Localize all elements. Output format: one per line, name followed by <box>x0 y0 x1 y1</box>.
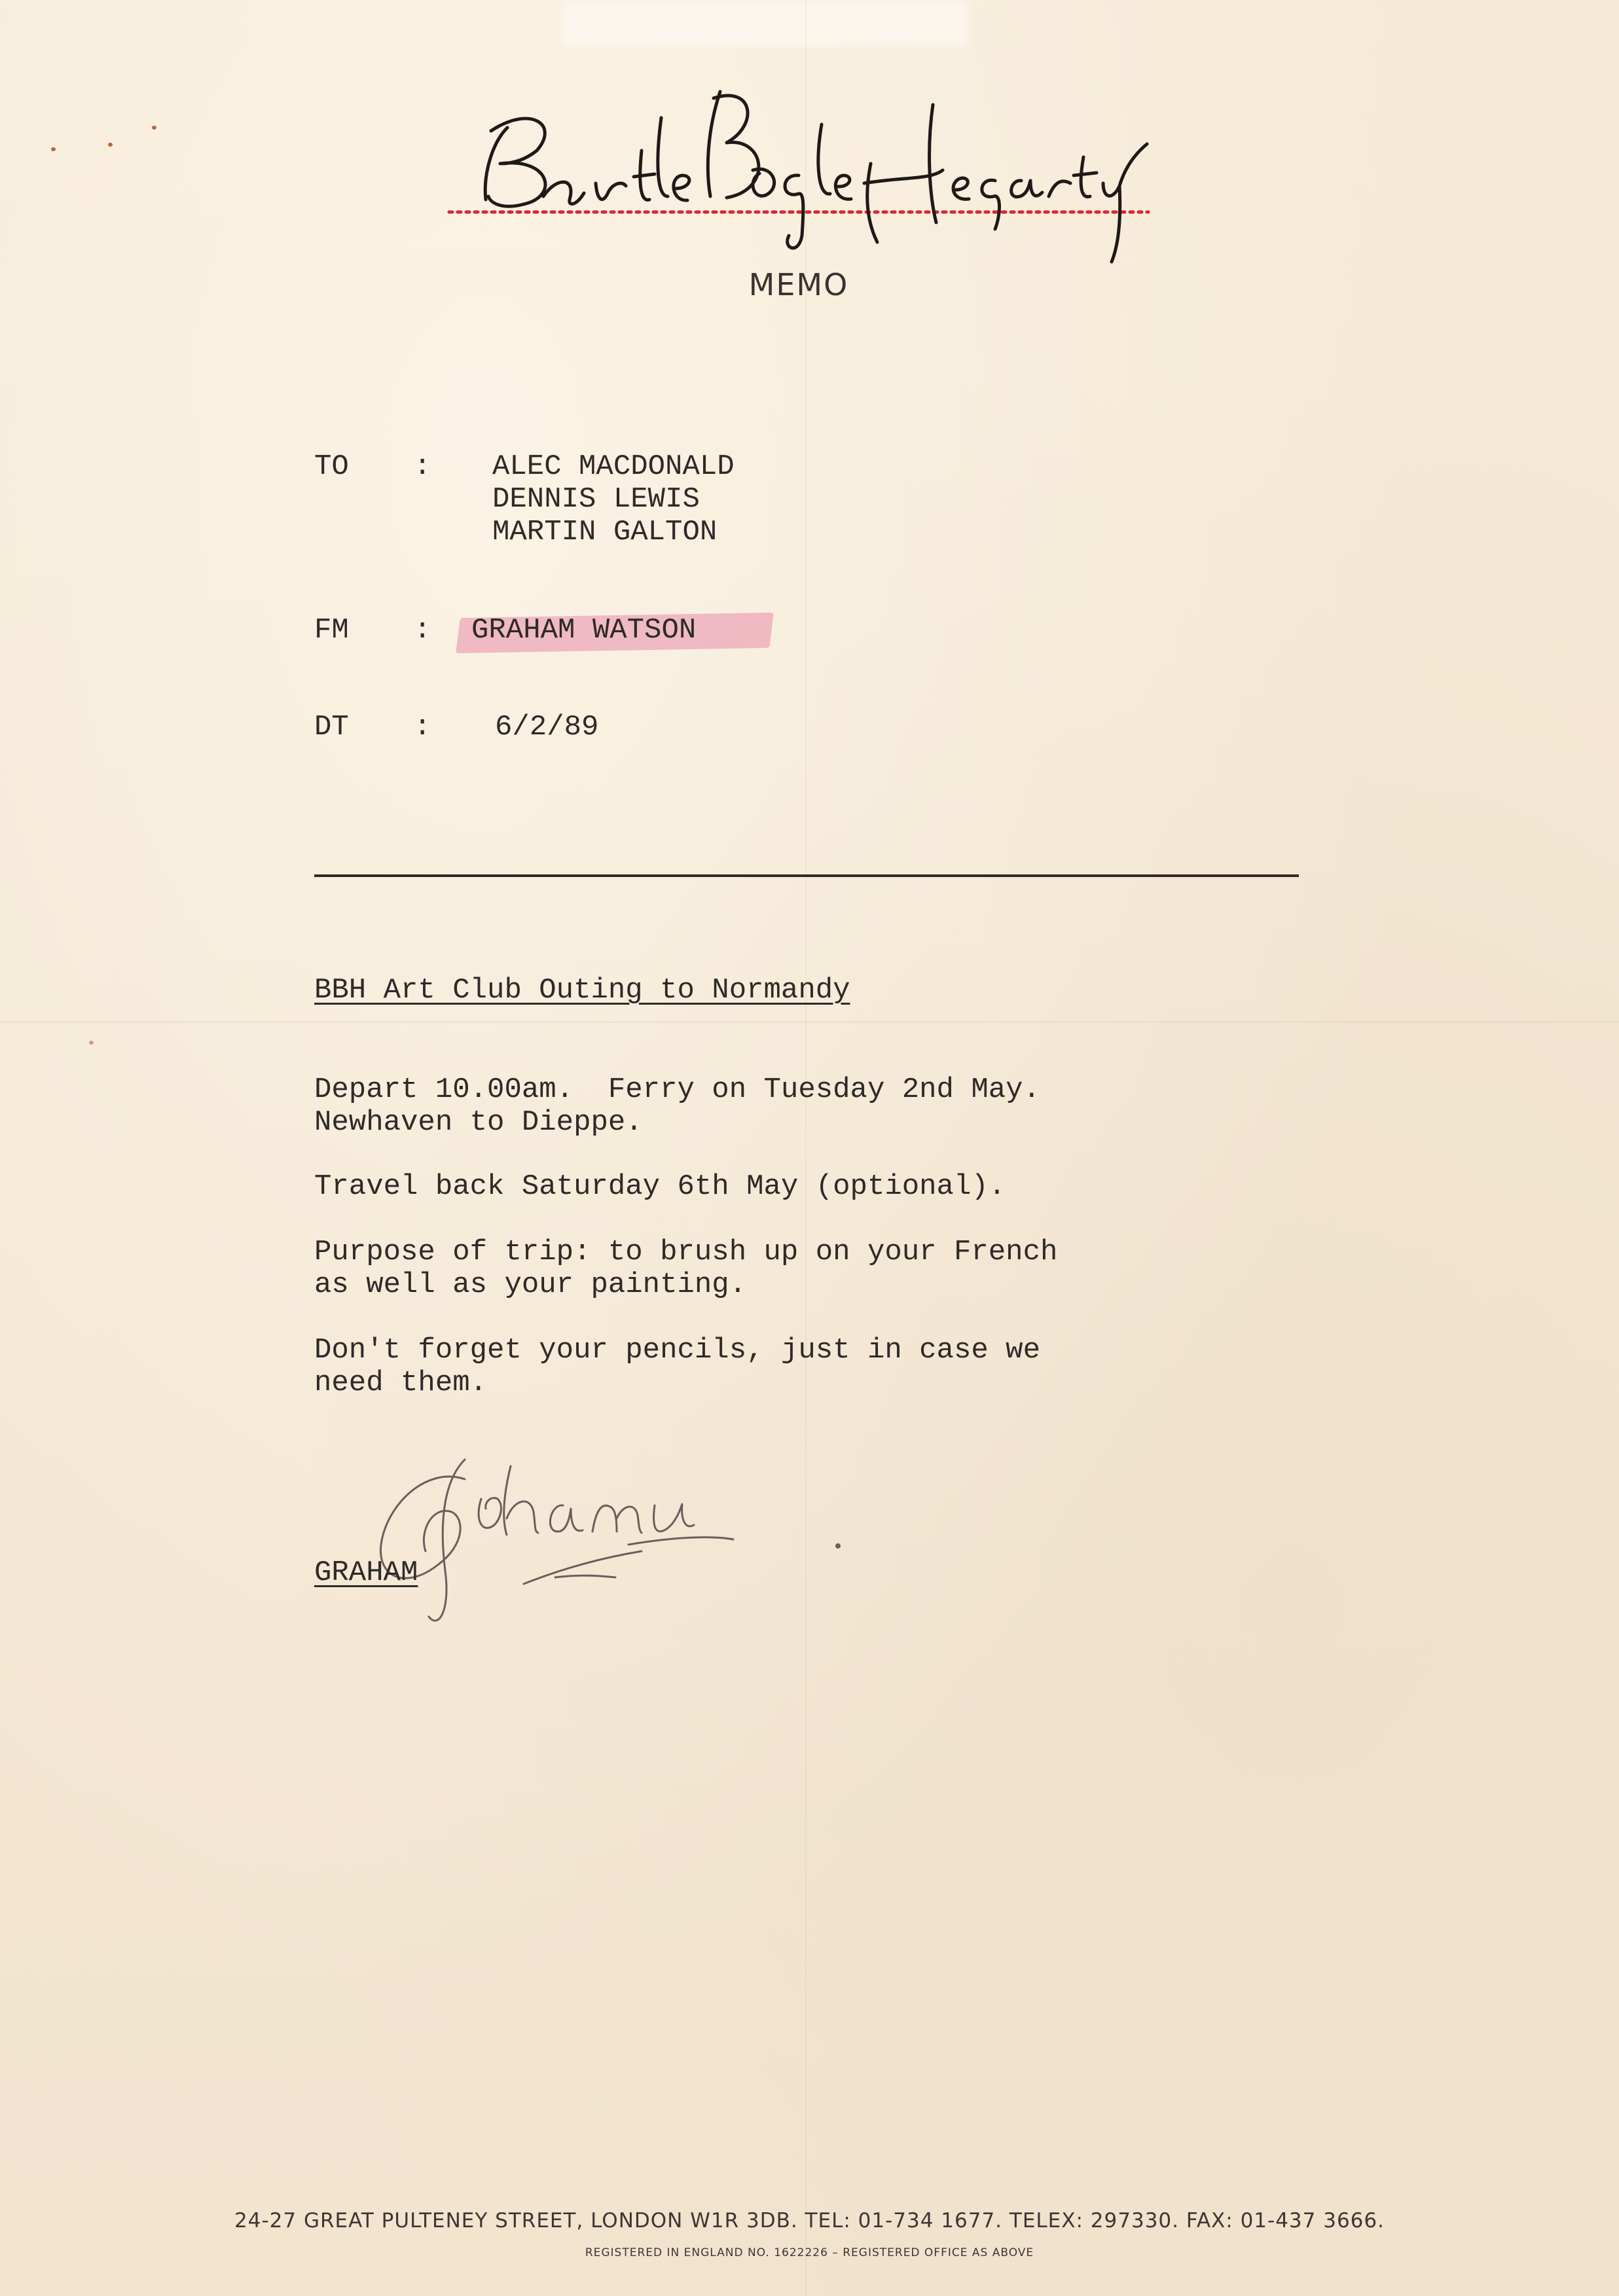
date-value: 6/2/89 <box>495 711 599 744</box>
from-label: FM <box>314 614 349 647</box>
footer-address: 24-27 GREAT PULTENEY STREET, LONDON W1R 3DB. TEL: 01-734 1677. TELEX: 297330. FAX: 01-437 3666. <box>234 2209 1385 2233</box>
body-line: need them. <box>314 1367 488 1399</box>
handwritten-signature <box>367 1420 864 1636</box>
paper-fold <box>805 0 807 2296</box>
to-separator: : <box>414 450 431 483</box>
tape-mark <box>563 0 969 46</box>
paper-speck <box>89 1041 94 1045</box>
paper-speck <box>108 143 113 147</box>
footer-registration: REGISTERED IN ENGLAND NO. 1622226 – REGISTERED OFFICE AS ABOVE <box>585 2246 1034 2259</box>
body-line: Don't forget your pencils, just in case we <box>314 1334 1040 1367</box>
body-line: Purpose of trip: to brush up on your French <box>314 1236 1058 1268</box>
body-line: as well as your painting. <box>314 1268 747 1301</box>
typed-signatory: GRAHAM <box>314 1556 418 1589</box>
to-recipient: ALEC MACDONALD <box>492 450 735 483</box>
body-line: Depart 10.00am. Ferry on Tuesday 2nd May. <box>314 1073 1040 1106</box>
from-name: GRAHAM WATSON <box>471 614 697 647</box>
paper-fold <box>0 1021 1619 1023</box>
body-line: Travel back Saturday 6th May (optional). <box>314 1170 1006 1203</box>
paper-speck <box>51 147 56 151</box>
memo-title: MEMO <box>748 267 849 302</box>
to-label: TO <box>314 450 349 483</box>
bbh-logo <box>445 65 1165 268</box>
header-divider <box>314 874 1299 877</box>
date-label: DT <box>314 711 349 744</box>
to-recipient: DENNIS LEWIS <box>492 483 700 516</box>
body-line: Newhaven to Dieppe. <box>314 1106 643 1139</box>
date-separator: : <box>414 711 431 744</box>
paper-speck <box>152 126 156 130</box>
from-separator: : <box>414 614 431 647</box>
memo-subject: BBH Art Club Outing to Normandy <box>314 974 850 1007</box>
to-recipient: MARTIN GALTON <box>492 516 718 548</box>
